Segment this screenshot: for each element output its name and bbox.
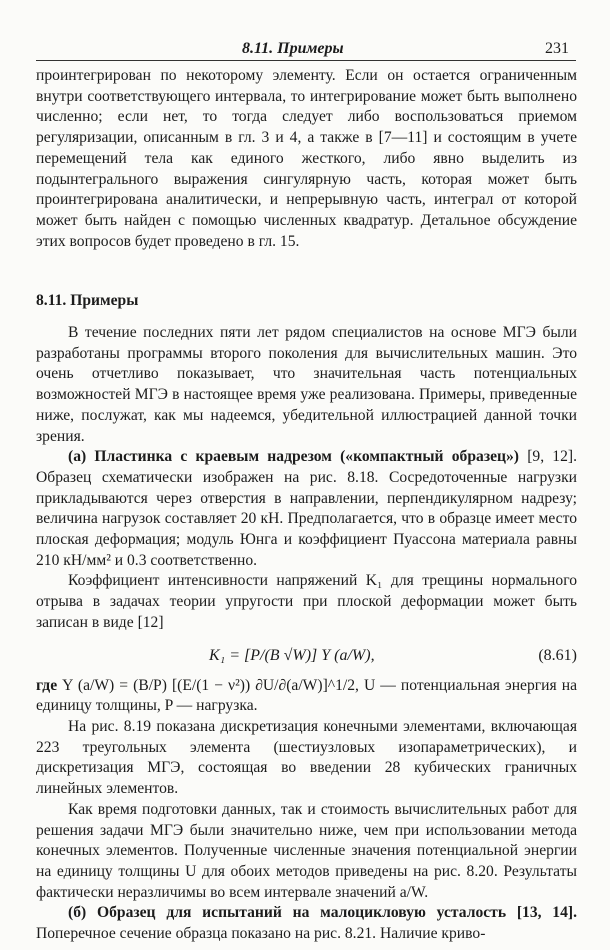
paragraph-5: На рис. 8.19 показана дискретизация конечными элементами, включающая 223 треугольных элемента (шестиузловых изопараметрических), и дискретизация МГЭ, состоящая во введении 28 кубических граничных линейных элементов. [36,717,577,798]
page-body [36,66,577,945]
subsection-a-ref: [9, 12] [527,448,574,466]
subsection-a-title: (а) Пластинка с краевым надрезом («компактный образец») [68,448,519,466]
where-word: где [36,676,58,694]
paragraph-1: В течение последних пяти лет рядом специалистов на основе МГЭ были разработаны программы второго поколения для вычислительных машин. Это очень отчетливо показывает, что значительная часть потенциальных возможностей МГЭ в настоящее время уже реализована. Примеры, приведенные ниже, послужат, как мы надеемся, убедительной иллюстрацией данной точки зрения. [36,324,577,445]
section-heading: 8.11. Примеры [36,292,139,310]
paragraph-6: Как время подготовки данных, так и стоимость вычислительных работ для решения задачи МГЭ были значительно ниже, чем при использовании метода конечных элементов. Полученные численные значения потенциальной энергии на единицу толщины U для обоих методов приведены на рис. 8.20. Результаты фактически неразличимы во всем интервале значений a/W. [36,800,577,901]
subsection-b-text: Поперечное сечение образца показано на рис. 8.21. Наличие криво- [36,925,486,943]
paragraph-4 [36,676,577,717]
running-header-title: 8.11. Примеры [242,40,344,57]
paragraph-3: Коэффициент интенсивности напряжений K₁ для трещины нормального отрыва в задачах теории упругости при плоской деформации может быть записан в виде [12] [36,572,577,631]
subsection-a-text: . Образец схематически изображен на рис. 8.18. Сосредоточенные нагрузки прикладываются через отверстия в направлении, перпендикулярном надрезу; величина нагрузок составляет 20 кН. Предполагается, что в образце имеет место плоская деформация; модуль Юнга и коэффициент Пуассона материала равны 210 кН/мм² и 0.3 соответственно. [36,448,577,569]
intro-paragraph: проинтегрирован по некоторому элементу. Если он остается ограниченным внутри соответствующего интервала, то интегрирование может быть выполнено численно; если нет, то тогда следует либо воспользоваться приемом регуляризации, описанным в гл. 3 и 4, а также в [7—11] и состоящим в учете перемещений тела как единого жесткого, либо явно выделить из подынтегрального выражения сингулярную часть, которая может быть проинтегрирована аналитически, и непрерывную часть, интеграл от которой может быть найден с помощью численных квадратур. Детальное обсуждение этих вопросов будет проведено в гл. 15. [36,67,577,250]
page-number: 231 [545,40,569,57]
equation-number: (8.61) [538,646,577,664]
paragraph-2 [36,447,577,571]
paragraph-4-text: Y (a/W) = (B/P) [(E/(1 − ν²)) ∂U/∂(a/W)]^1/2, U — потенциальная энергия на единицу толщины, P — нагрузка. [36,676,577,715]
subsection-b-title: (б) Образец для испытаний на малоцикловую усталость [13, 14]. [68,904,577,922]
equation-8-61 [36,643,577,670]
equation-formula: K₁ = [P/(B √W)] Y (a/W), [209,646,375,664]
header-rule [36,60,576,61]
paragraph-7 [36,903,577,944]
